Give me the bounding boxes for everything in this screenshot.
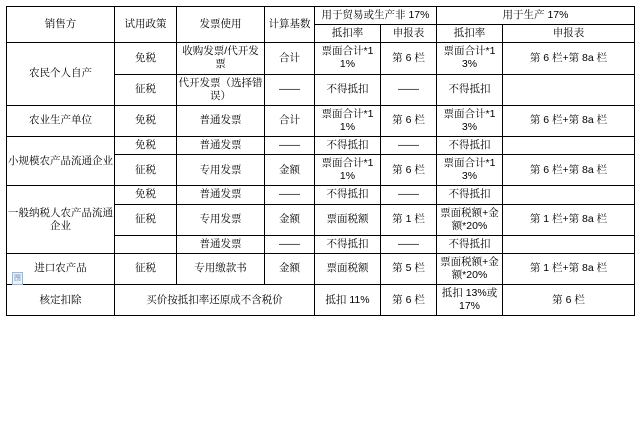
cell-prod-rate: 票面合计*13% xyxy=(437,105,503,136)
cell-prod-rate: 不得抵扣 xyxy=(437,137,503,155)
cell-policy: 免税 xyxy=(115,186,177,204)
cell-prod-form xyxy=(503,74,635,105)
table-header-row-1 xyxy=(7,7,635,25)
header-trade-form: 申报表 xyxy=(381,25,437,43)
cell-policy: 征税 xyxy=(115,253,177,284)
cell-trade-form: 第 6 栏 xyxy=(381,155,437,186)
cell-prod-form: 第 6 栏+第 8a 栏 xyxy=(503,105,635,136)
cell-invoice: 普通发票 xyxy=(177,235,265,253)
cell-base: —— xyxy=(265,235,315,253)
cell-base: 金额 xyxy=(265,204,315,235)
header-seller: 销售方 xyxy=(7,7,115,43)
cell-base: —— xyxy=(265,74,315,105)
cell-seller: 小规模农产品流通企业 xyxy=(7,137,115,186)
cell-trade-form: 第 5 栏 xyxy=(381,253,437,284)
cell-base: —— xyxy=(265,137,315,155)
cell-trade-form: —— xyxy=(381,186,437,204)
cell-trade-rate: 抵扣 11% xyxy=(315,285,381,316)
header-trade-rate: 抵扣率 xyxy=(315,25,381,43)
cell-prod-form: 第 1 栏+第 8a 栏 xyxy=(503,204,635,235)
cell-policy: 免税 xyxy=(115,137,177,155)
cell-policy xyxy=(115,235,177,253)
cell-prod-rate: 票面税额+金额*20% xyxy=(437,204,503,235)
cell-policy: 免税 xyxy=(115,43,177,74)
table-row xyxy=(7,253,635,284)
cell-prod-rate: 不得抵扣 xyxy=(437,186,503,204)
cell-trade-rate: 不得抵扣 xyxy=(315,137,381,155)
cell-base: 金额 xyxy=(265,253,315,284)
cell-trade-rate: 票面合计*11% xyxy=(315,43,381,74)
cell-prod-form xyxy=(503,186,635,204)
cell-prod-rate: 票面合计*13% xyxy=(437,43,503,74)
cell-prod-rate: 票面合计*13% xyxy=(437,155,503,186)
cell-trade-rate: 票面税额 xyxy=(315,253,381,284)
cell-invoice: 普通发票 xyxy=(177,137,265,155)
cell-prod-rate: 不得抵扣 xyxy=(437,235,503,253)
table-row xyxy=(7,137,635,155)
cell-invoice: 普通发票 xyxy=(177,186,265,204)
cell-trade-form: 第 6 栏 xyxy=(381,285,437,316)
cell-trade-rate: 票面税额 xyxy=(315,204,381,235)
cell-seller: 进口农产品 xyxy=(7,253,115,284)
cell-seller: 农业生产单位 xyxy=(7,105,115,136)
cell-trade-form: —— xyxy=(381,235,437,253)
cell-base: 合计 xyxy=(265,43,315,74)
header-policy: 试用政策 xyxy=(115,7,177,43)
cell-trade-rate: 不得抵扣 xyxy=(315,74,381,105)
cell-trade-rate: 票面合计*11% xyxy=(315,105,381,136)
cell-trade-form: —— xyxy=(381,74,437,105)
cell-prod-form: 第 1 栏+第 8a 栏 xyxy=(503,253,635,284)
table-body xyxy=(7,43,635,316)
cell-trade-rate: 不得抵扣 xyxy=(315,235,381,253)
cell-policy: 征税 xyxy=(115,155,177,186)
cell-base: —— xyxy=(265,186,315,204)
table-row xyxy=(7,105,635,136)
cell-seller: 核定扣除 xyxy=(7,285,115,316)
cell-prod-rate: 票面税额+金额*20% xyxy=(437,253,503,284)
cell-seller: 一般纳税人农产品流通企业 xyxy=(7,186,115,254)
header-invoice: 发票使用 xyxy=(177,7,265,43)
cell-invoice: 专用发票 xyxy=(177,155,265,186)
table-row xyxy=(7,186,635,204)
cell-prod-rate: 抵扣 13%或 17% xyxy=(437,285,503,316)
cell-trade-form: 第 6 栏 xyxy=(381,105,437,136)
cell-prod-form: 第 6 栏+第 8a 栏 xyxy=(503,43,635,74)
cell-prod-form xyxy=(503,235,635,253)
cell-base: 合计 xyxy=(265,105,315,136)
cell-trade-form: 第 6 栏 xyxy=(381,43,437,74)
image-placeholder-icon: 图 xyxy=(12,272,23,285)
table-row-approved-deduction xyxy=(7,285,635,316)
cell-invoice: 代开发票（选择错误） xyxy=(177,74,265,105)
agricultural-deduction-table xyxy=(6,6,635,316)
header-group-trade: 用于贸易或生产非 17% xyxy=(315,7,437,25)
cell-invoice: 专用缴款书 xyxy=(177,253,265,284)
cell-trade-form: 第 1 栏 xyxy=(381,204,437,235)
header-prod-form: 申报表 xyxy=(503,25,635,43)
cell-trade-form: —— xyxy=(381,137,437,155)
header-base: 计算基数 xyxy=(265,7,315,43)
cell-trade-rate: 票面合计*11% xyxy=(315,155,381,186)
cell-description: 买价按抵扣率还原成不含税价 xyxy=(115,285,315,316)
cell-prod-form: 第 6 栏 xyxy=(503,285,635,316)
table-row xyxy=(7,43,635,74)
cell-seller: 农民个人自产 xyxy=(7,43,115,106)
cell-policy: 征税 xyxy=(115,74,177,105)
cell-base: 金额 xyxy=(265,155,315,186)
cell-prod-form: 第 6 栏+第 8a 栏 xyxy=(503,155,635,186)
cell-trade-rate: 不得抵扣 xyxy=(315,186,381,204)
cell-prod-rate: 不得抵扣 xyxy=(437,74,503,105)
cell-invoice: 收购发票/代开发票 xyxy=(177,43,265,74)
cell-policy: 征税 xyxy=(115,204,177,235)
header-group-production: 用于生产 17% xyxy=(437,7,635,25)
cell-prod-form xyxy=(503,137,635,155)
cell-invoice: 普通发票 xyxy=(177,105,265,136)
header-prod-rate: 抵扣率 xyxy=(437,25,503,43)
cell-invoice: 专用发票 xyxy=(177,204,265,235)
cell-policy: 免税 xyxy=(115,105,177,136)
